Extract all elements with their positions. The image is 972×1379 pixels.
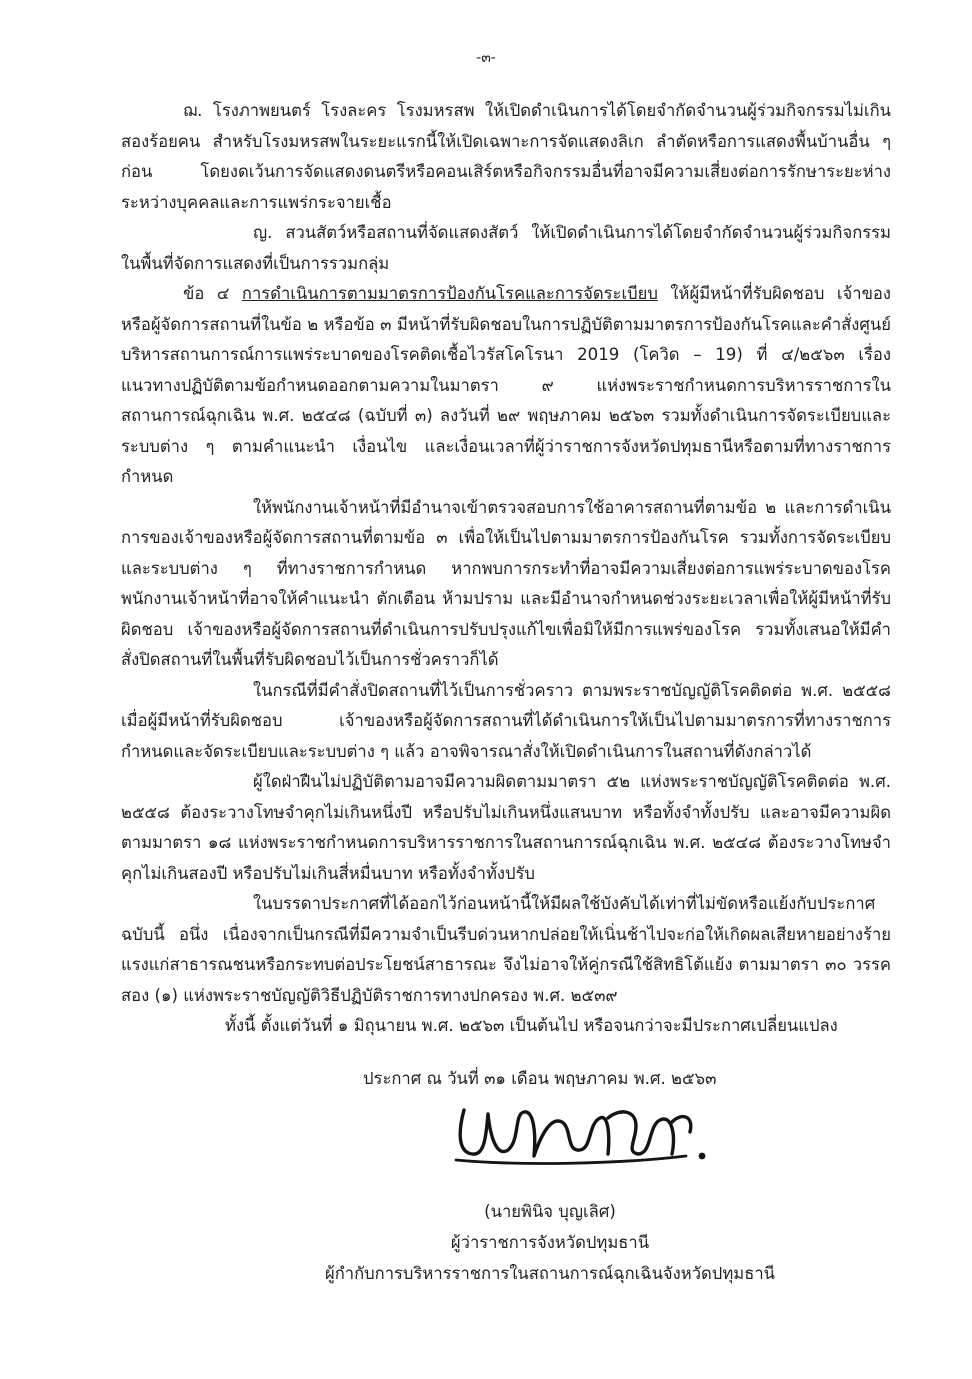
paragraph-clause-4 <box>121 279 891 493</box>
paragraph-effective-date: ทั้งนี้ ตั้งแต่วันที่ ๑ มิถุนายน พ.ศ. ๒๕๖๓ เป็นต้นไป หรือจนกว่าจะมีประกาศเปลี่ยนแปลง <box>225 1016 838 1035</box>
announcement-date: ประกาศ ณ วันที่ ๓๑ เดือน พฤษภาคม พ.ศ. ๒๕๖๓ <box>363 1069 717 1088</box>
signatory-position: ผู้ว่าราชการจังหวัดปทุมธานี <box>450 1233 650 1252</box>
clause-heading: การดำเนินการตามมาตรการป้องกันโรคและการจัดระเบียบ <box>241 284 658 303</box>
document-body <box>121 96 891 1042</box>
clause-text: ให้ผู้มีหน้าที่รับผิดชอบ เจ้าของ หรือผู้จัดการสถานที่ในข้อ ๒ หรือข้อ ๓ มีหน้าที่รับผิดชอบในการปฏิบัติตามมาตรการป้องกันโรคและคำสั่งศูนย์บริหารสถานการณ์การแพร่ระบาดของโรคติดเชื้อไวรัสโคโรนา 2019 (โควิด – 19) ที่ ๔/๒๕๖๓ เรื่อง แนวทางปฏิบัติตามข้อกำหนดออกตามความในมาตรา ๙ แห่งพระราชกำหนดการบริหารราชการในสถานการณ์ฉุกเฉิน พ.ศ. ๒๕๔๘ (ฉบับที่ ๓) ลงวันที่ ๒๙ พฤษภาคม ๒๕๖๓ รวมทั้งดำเนินการจัดระเบียบและระบบต่าง ๆ ตามคำแนะนำ เงื่อนไข และเงื่อนเวลาที่ผู้ว่าราชการจังหวัดปทุมธานีหรือตามที่ทางราชการกำหนด <box>121 284 892 486</box>
signatory-name: (นายพินิจ บุญเลิศ) <box>484 1202 616 1221</box>
clause-number: ข้อ ๔ <box>183 284 242 303</box>
handwritten-signature <box>450 1094 715 1166</box>
paragraph-cinema: ฌ. โรงภาพยนตร์ โรงละคร โรงมหรสพ ให้เปิดดำเนินการได้โดยจำกัดจำนวนผู้ร่วมกิจกรรมไม่เกินสองร้อยคน สำหรับโรงมหรสพในระยะแรกนี้ให้เปิดเฉพาะการจัดแสดงลิเก ลำตัดหรือการแสดงพื้นบ้านอื่น ๆ ก่อน โดยงดเว้นการจัดแสดงดนตรีหรือคอนเสิร์ตหรือกิจกรรมอื่นที่อาจมีความเสี่ยงต่อการรักษาระยะห่างระหว่างบุคคลและการแพร่กระจายเชื้อ <box>121 101 891 212</box>
signatory-block <box>290 1196 810 1289</box>
paragraph-closure: ในกรณีที่มีคำสั่งปิดสถานที่ไว้เป็นการชั่วคราว ตามพระราชบัญญัติโรคติดต่อ พ.ศ. ๒๕๕๘ เมื่อผู้มีหน้าที่รับผิดชอบ เจ้าของหรือผู้จัดการสถานที่ได้ดำเนินการให้เป็นไปตามมาตรการที่ทางราชการกำหนดและจัดระเบียบและระบบต่าง ๆ แล้ว อาจพิจารณาสั่งให้เปิดดำเนินการในสถานที่ดังกล่าวได้ <box>121 680 891 761</box>
signatory-role: ผู้กำกับการบริหารราชการในสถานการณ์ฉุกเฉินจังหวัดปทุมธานี <box>324 1264 775 1283</box>
paragraph-zoo: ญ. สวนสัตว์หรือสถานที่จัดแสดงสัตว์ ให้เปิดดำเนินการได้โดยจำกัดจำนวนผู้ร่วมกิจกรรมในพื้นที่จัดการแสดงที่เป็นการรวมกลุ่ม <box>121 223 891 273</box>
paragraph-penalty: ผู้ใดฝ่าฝืนไม่ปฏิบัติตามอาจมีความผิดตามมาตรา ๕๒ แห่งพระราชบัญญัติโรคติดต่อ พ.ศ. ๒๕๕๘ ต้องระวางโทษจำคุกไม่เกินหนึ่งปี หรือปรับไม่เกินหนึ่งแสนบาท หรือทั้งจำทั้งปรับ และอาจมีความผิดตามมาตรา ๑๘ แห่งพระราชกำหนดการบริหารราชการในสถานการณ์ฉุกเฉิน พ.ศ. ๒๕๔๘ ต้องระวางโทษจำคุกไม่เกินสองปี หรือปรับไม่เกินสี่หมื่นบาท หรือทั้งจำทั้งปรับ <box>121 772 891 883</box>
paragraph-effect: ในบรรดาประกาศที่ได้ออกไว้ก่อนหน้านี้ให้มีผลใช้บังคับได้เท่าที่ไม่ขัดหรือแย้งกับประกาศฉบับนี้ อนึ่ง เนื่องจากเป็นกรณีที่มีความจำเป็นรีบด่วนหากปล่อยให้เนิ่นช้าไปจะก่อให้เกิดผลเสียหายอย่างร้ายแรงแก่สาธารณชนหรือกระทบต่อประโยชน์สาธารณะ จึงไม่อาจให้คู่กรณีใช้สิทธิโต้แย้ง ตามมาตรา ๓๐ วรรคสอง (๑) แห่งพระราชบัญญัติวิธีปฏิบัติราชการทางปกครอง พ.ศ. ๒๕๓๙ <box>121 894 891 1005</box>
page-number: -๓- <box>476 50 496 66</box>
paragraph-inspection: ให้พนักงานเจ้าหน้าที่มีอำนาจเข้าตรวจสอบการใช้อาคารสถานที่ตามข้อ ๒ และการดำเนินการของเจ้าของหรือผู้จัดการสถานที่ตามข้อ ๓ เพื่อให้เป็นไปตามมาตรการป้องกันโรค รวมทั้งการจัดระเบียบและระบบต่าง ๆ ที่ทางราชการกำหนด หากพบการกระทำที่อาจมีความเสี่ยงต่อการแพร่ระบาดของโรค พนักงานเจ้าหน้าที่อาจให้คำแนะนำ ตักเตือน ห้ามปราม และมีอำนาจกำหนดช่วงระยะเวลาเพื่อให้ผู้มีหน้าที่รับผิดชอบ เจ้าของหรือผู้จัดการสถานที่ดำเนินการปรับปรุงแก้ไขเพื่อมิให้มีการแพร่ของโรค รวมทั้งเสนอให้มีคำสั่งปิดสถานที่ในพื้นที่รับผิดชอบไว้เป็นการชั่วคราวก็ได้ <box>121 497 891 669</box>
